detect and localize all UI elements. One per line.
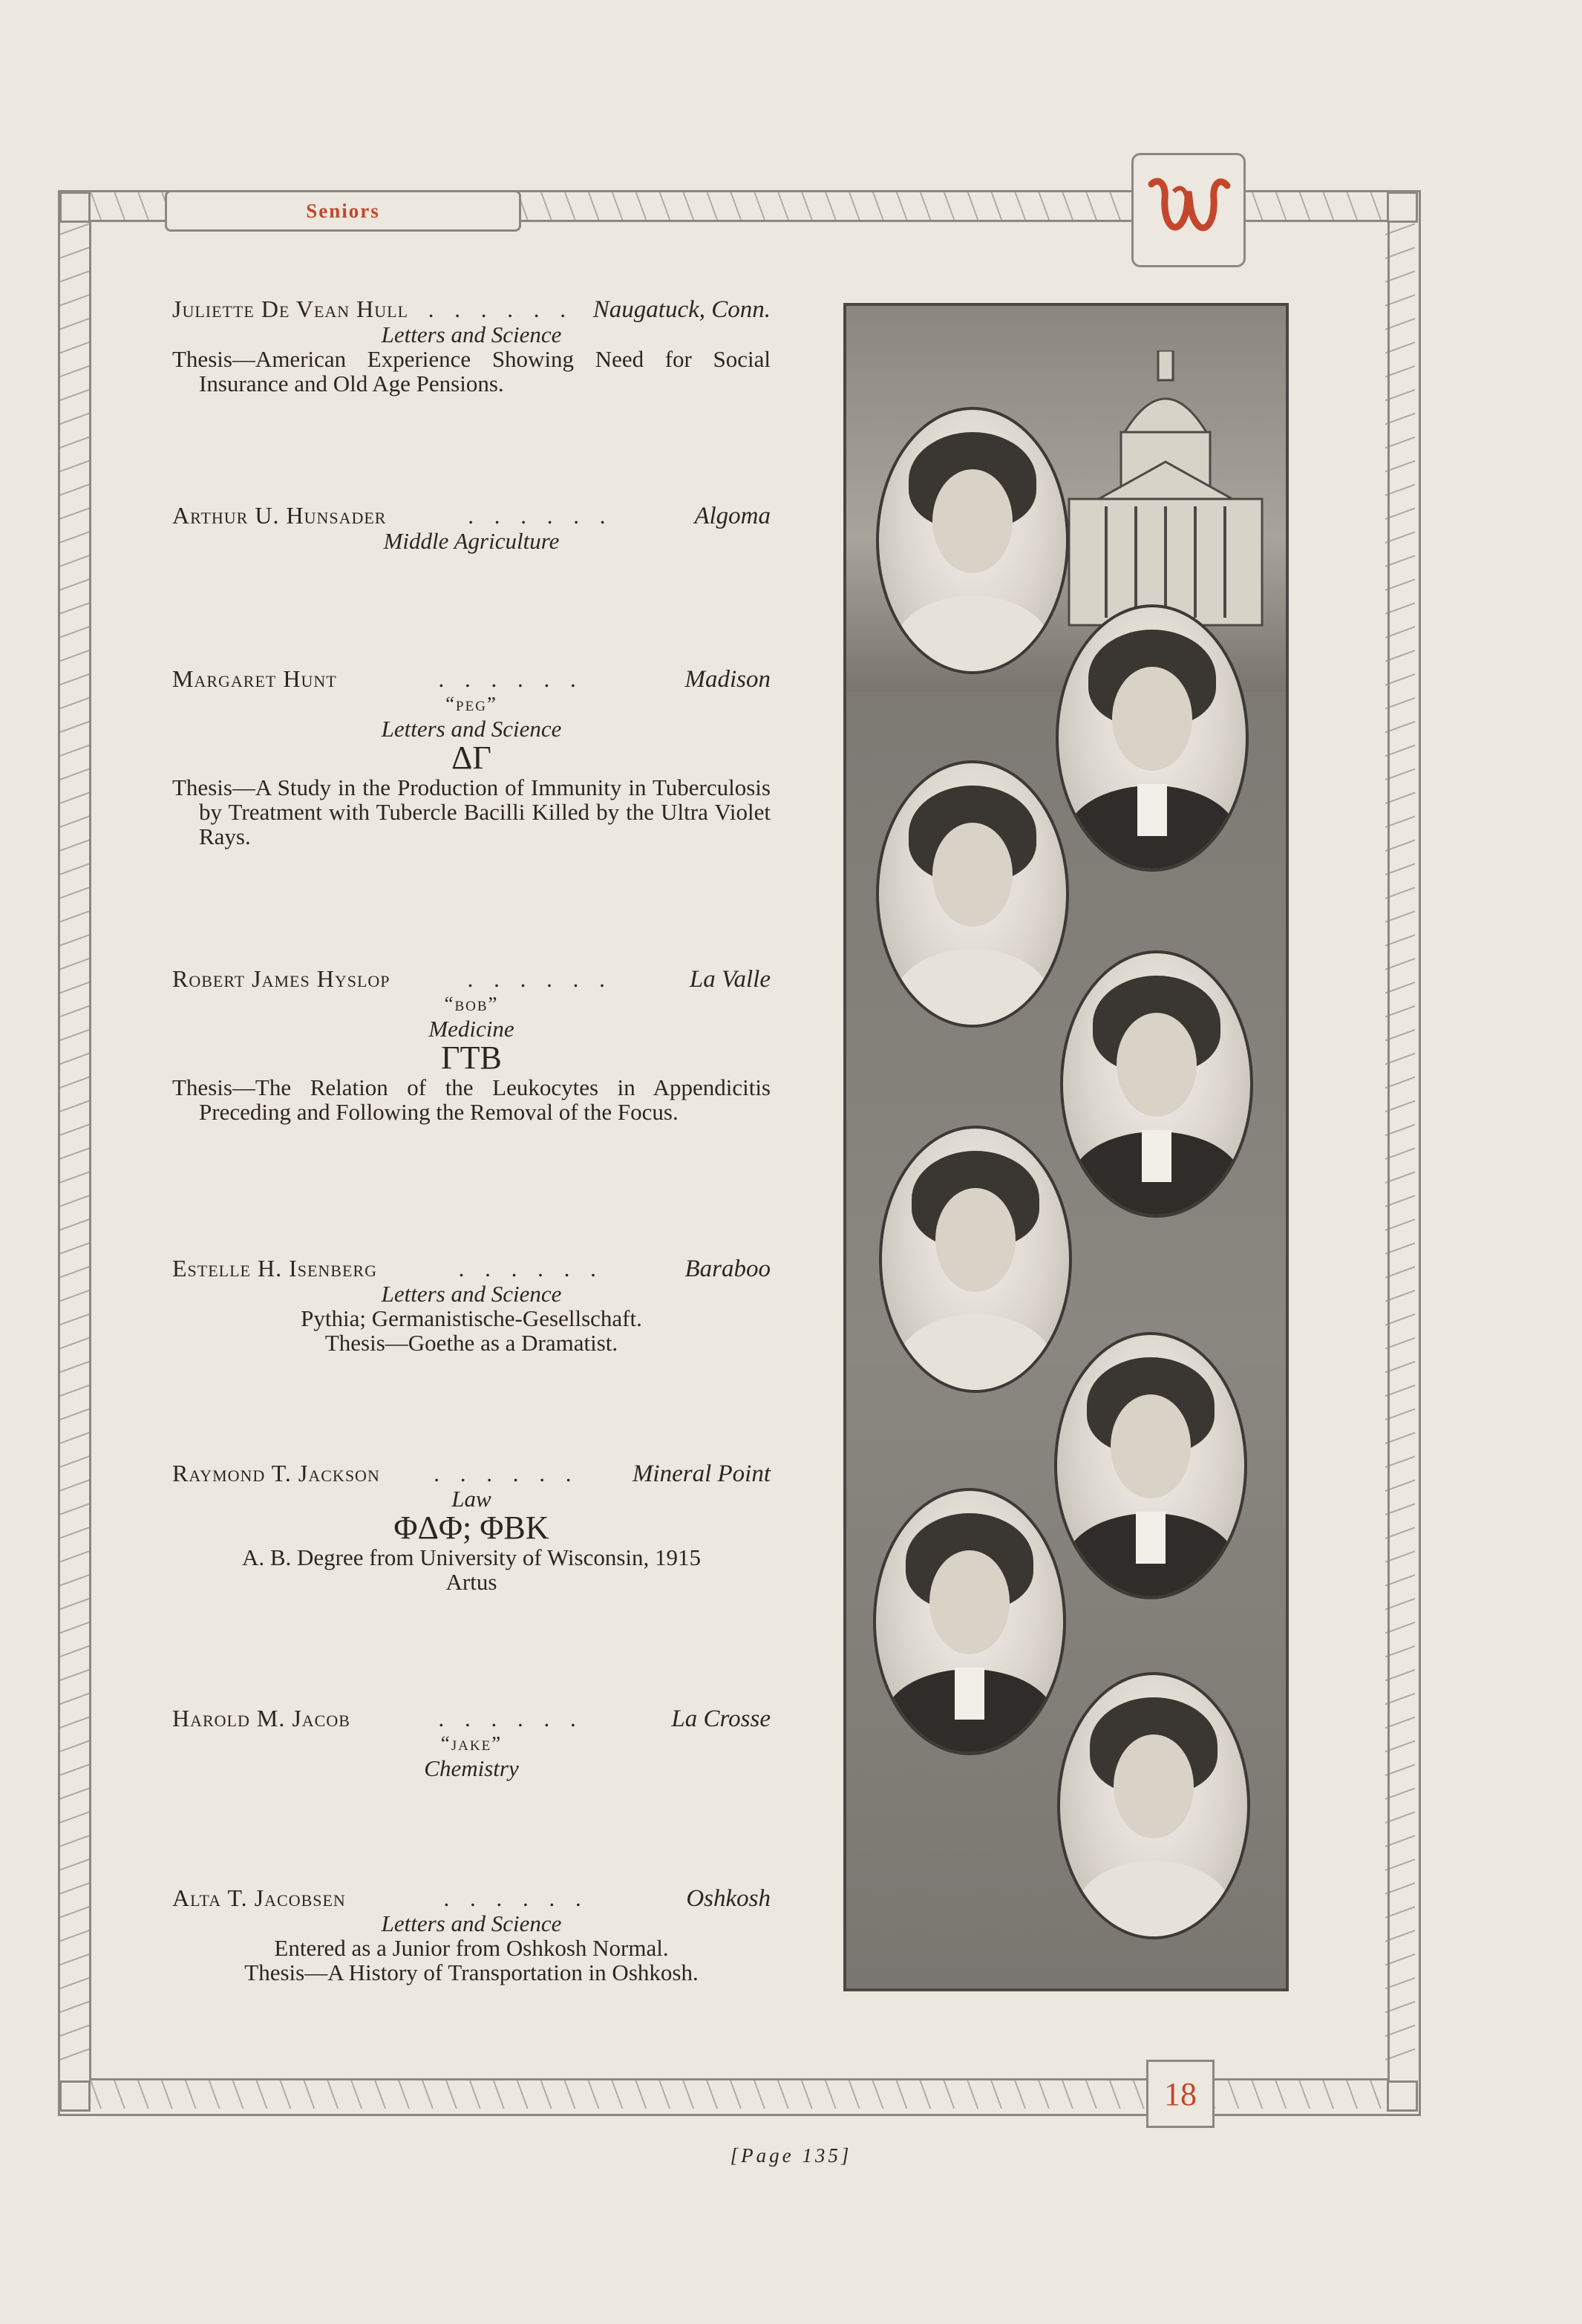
capitol-building-illustration [1054, 350, 1277, 633]
portrait-photo [1054, 1332, 1247, 1599]
entry-name: Estelle H. Isenberg [172, 1255, 377, 1282]
portrait-photo [873, 1488, 1066, 1755]
entry-jackson [172, 1461, 771, 1594]
w-monogram-icon [1144, 169, 1233, 251]
entry-hometown: Mineral Point [632, 1460, 771, 1487]
corner-ornament-bottom-left [59, 2080, 91, 2112]
entry-thesis: Thesis—American Experience Showing Need for Social Insurance and Old Age Pensions. [172, 346, 771, 396]
entry-course: Letters and Science [381, 716, 562, 742]
entry-course: Letters and Science [381, 321, 562, 347]
corner-ornament-bottom-right [1387, 2080, 1418, 2112]
leader-dots: . . . . . . [468, 503, 613, 529]
entry-course: Letters and Science [381, 1910, 562, 1936]
leader-dots: . . . . . . [467, 966, 612, 992]
entry-jacobsen [172, 1886, 771, 1985]
entry-activities: Artus [445, 1569, 497, 1595]
entry-name: Juliette De Vean Hull [172, 296, 409, 322]
entry-course: Law [451, 1486, 491, 1512]
entry-hometown: Oshkosh [686, 1885, 771, 1912]
entry-name: Harold M. Jacob [172, 1705, 350, 1731]
entry-course: Letters and Science [381, 1281, 562, 1307]
entry-activities: Pythia; Germanistische-Gesellschaft. [301, 1305, 642, 1331]
entry-course: Middle Agriculture [383, 528, 560, 554]
entry-hometown: Madison [684, 666, 771, 693]
section-header [165, 190, 521, 232]
entry-name: Margaret Hunt [172, 665, 337, 692]
entry-jacob [172, 1706, 771, 1780]
entry-hometown: Naugatuck, Conn. [592, 296, 771, 323]
entry-name: Raymond T. Jackson [172, 1460, 380, 1486]
entry-hunt [172, 667, 771, 849]
entry-course: Chemistry [424, 1755, 519, 1781]
entry-thesis: Thesis—A History of Transportation in Oshkosh. [244, 1959, 699, 1985]
entry-hometown: Algoma [694, 503, 771, 529]
entry-isenberg [172, 1256, 771, 1355]
entry-greek-letters: ΔΓ [451, 740, 491, 776]
corner-ornament-top-right [1387, 192, 1418, 223]
entry-hometown: Baraboo [684, 1256, 771, 1282]
entry-nickname: “jake” [440, 1732, 503, 1755]
section-title: Seniors [306, 199, 380, 222]
entry-thesis: Thesis—The Relation of the Leukocytes in Appendicitis Preceding and Following the Removal of the Focus. [172, 1074, 771, 1125]
portrait-photo [876, 760, 1069, 1028]
page-marker-badge [1146, 2060, 1215, 2128]
leader-dots: . . . . . . [428, 296, 574, 322]
portrait-photo [1056, 604, 1249, 872]
page-footer: [Page 135] [730, 2144, 852, 2167]
leader-dots: . . . . . . [443, 1885, 589, 1911]
entry-thesis: Thesis—A Study in the Production of Immunity in Tuberculosis by Treatment with Tubercle Bacilli Killed by the Ultra Violet Rays. [172, 774, 771, 849]
entry-course: Medicine [428, 1016, 514, 1042]
entry-name: Alta T. Jacobsen [172, 1884, 346, 1911]
portrait-photo [876, 407, 1069, 674]
w-monogram-emblem [1131, 153, 1246, 267]
leader-dots: . . . . . . [438, 666, 584, 692]
entry-greek-letters: ΓΤΒ [441, 1039, 502, 1076]
portrait-panel [843, 303, 1289, 1991]
entry-hunsader [172, 503, 771, 553]
page-marker-number: 18 [1164, 2075, 1197, 2112]
entry-degree: A. B. Degree from University of Wisconsin, 1915 [241, 1544, 702, 1570]
entry-greek-letters: ΦΔΦ; ΦΒΚ [393, 1509, 549, 1546]
portrait-photo [1057, 1672, 1250, 1939]
entry-note: Entered as a Junior from Oshkosh Normal. [274, 1935, 669, 1961]
entry-hometown: La Crosse [671, 1706, 771, 1732]
entry-hometown: La Valle [689, 966, 771, 993]
entry-thesis: Thesis—Goethe as a Dramatist. [324, 1330, 618, 1356]
portrait-photo [1060, 950, 1253, 1218]
entry-hyslop [172, 967, 771, 1124]
leader-dots: . . . . . . [458, 1256, 604, 1282]
leader-dots: . . . . . . [434, 1460, 579, 1486]
entry-name: Arthur U. Hunsader [172, 502, 387, 529]
portrait-photo [879, 1126, 1072, 1393]
leader-dots: . . . . . . [438, 1706, 584, 1731]
entry-nickname: “bob” [444, 993, 499, 1015]
entry-nickname: “peg” [445, 693, 497, 715]
entry-hull [172, 297, 771, 396]
corner-ornament-top-left [59, 192, 91, 223]
entry-name: Robert James Hyslop [172, 965, 390, 992]
